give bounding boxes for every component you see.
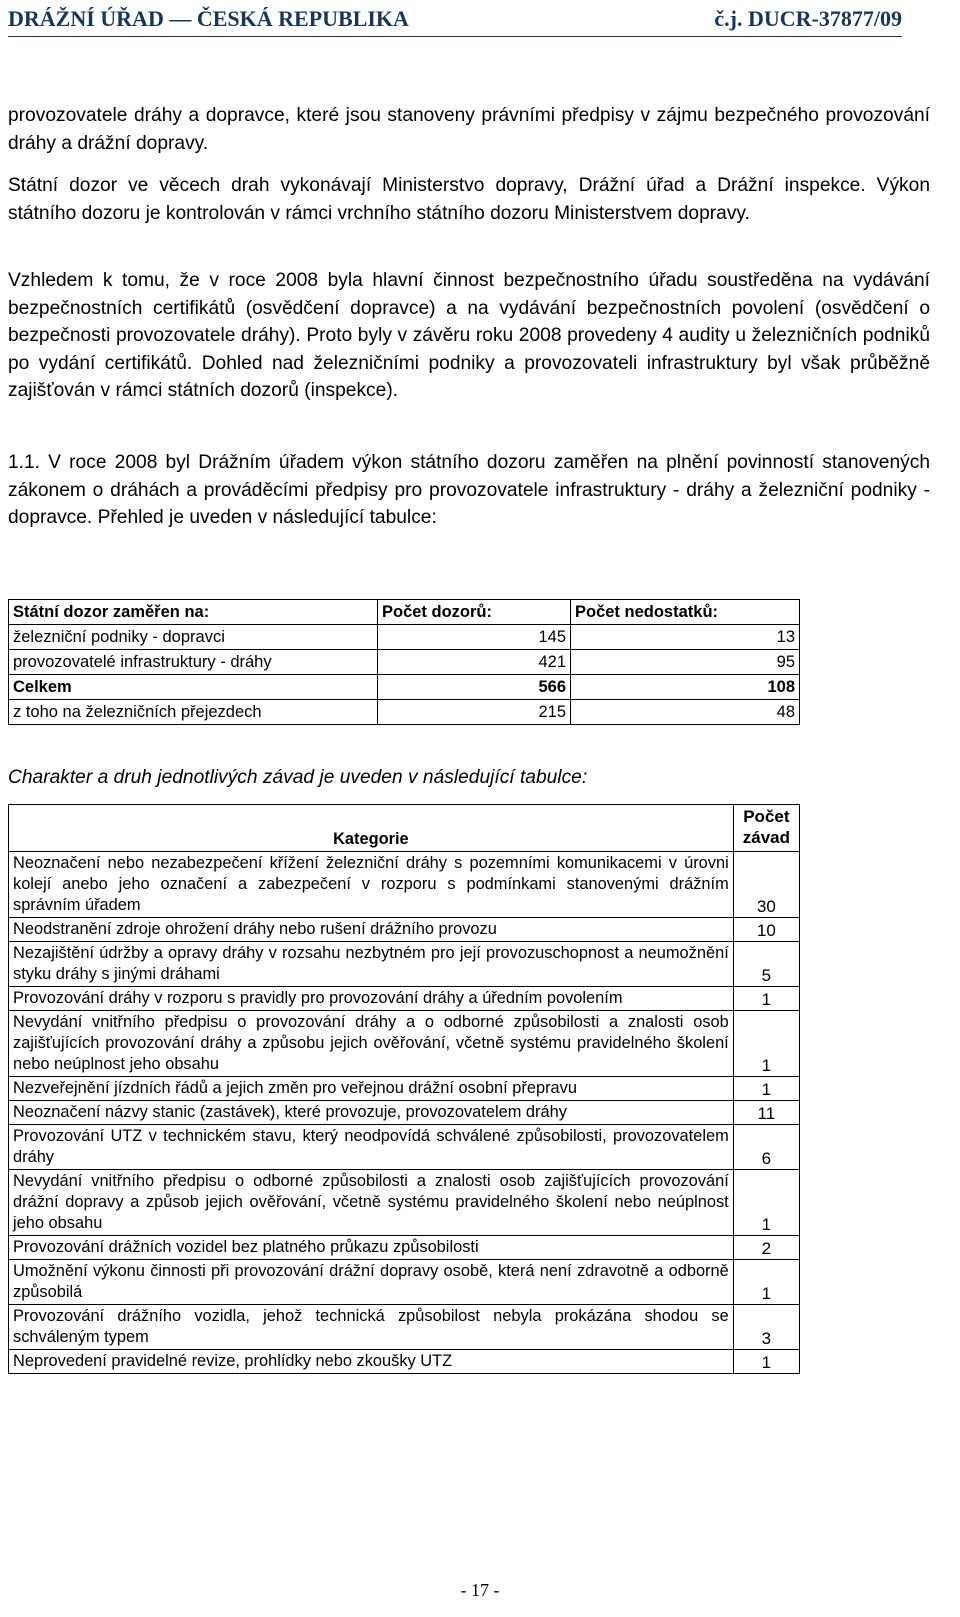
header-reference-number: č.j. DUCR-37877/09 (714, 6, 902, 31)
table-row (9, 1125, 800, 1170)
defect-count: 30 (733, 852, 799, 918)
paragraph-state-supervision: Státní dozor ve věcech drah vykonávají Ministerstvo dopravy, Drážní úřad a Drážní inspekce. Výkon státního dozoru je kontrolován v rámci vrchního státního dozoru Ministerstvem dopravy. (8, 175, 930, 224)
table-row (9, 942, 800, 987)
row-inspections: 566 (378, 675, 571, 700)
table-total-row (9, 675, 800, 700)
row-label: železniční podniky - dopravci (9, 625, 378, 650)
defects-table-caption: Charakter a druh jednotlivých závad je uveden v následující tabulce: (8, 767, 588, 788)
defect-category: Neoznačení názvy stanic (zastávek), které provozuje, provozovatelem dráhy (9, 1101, 734, 1125)
defect-category: Provozování dráhy v rozporu s pravidly pro provozování dráhy a úředním povolením (9, 987, 734, 1011)
defect-count: 1 (733, 1260, 799, 1305)
row-deficiencies: 13 (571, 625, 800, 650)
defect-count: 11 (733, 1101, 799, 1125)
row-inspections: 145 (378, 625, 571, 650)
table-row (9, 1170, 800, 1236)
table-row (9, 625, 800, 650)
defect-category: Nezveřejnění jízdních řádů a jejich změn pro veřejnou drážní osobní přepravu (9, 1077, 734, 1101)
defect-category: Provozování drážního vozidla, jehož technická způsobilost nebyla prokázána shodou se schváleným typem (9, 1305, 734, 1350)
supervision-summary-table (8, 599, 800, 725)
defect-count: 2 (733, 1236, 799, 1260)
defect-category: Umožnění výkonu činnosti při provozování drážní dopravy osobě, která není zdravotně a odborně způsobilá (9, 1260, 734, 1305)
page-header (8, 2, 902, 37)
header-category: Kategorie (9, 805, 734, 852)
row-inspections: 421 (378, 650, 571, 675)
defect-count: 5 (733, 942, 799, 987)
defect-category: Neodstranění zdroje ohrožení dráhy nebo rušení drážního provozu (9, 918, 734, 942)
defects-header-row (9, 805, 800, 852)
row-label: Celkem (9, 675, 378, 700)
table-row (9, 1260, 800, 1305)
defect-count: 1 (733, 1011, 799, 1077)
defect-category: Neprovedení pravidelné revize, prohlídky nebo zkoušky UTZ (9, 1350, 734, 1374)
table-row (9, 852, 800, 918)
header-cell-focus: Státní dozor zaměřen na: (9, 600, 378, 625)
defect-count: 1 (733, 1077, 799, 1101)
table-row (9, 1236, 800, 1260)
defect-count: 3 (733, 1305, 799, 1350)
paragraph-intro: provozovatele dráhy a dopravce, které jsou stanoveny právními předpisy v zájmu bezpečného provozování dráhy a drážní dopravy. (8, 105, 930, 154)
header-cell-deficiencies: Počet nedostatků: (571, 600, 800, 625)
table-row (9, 700, 800, 725)
defect-count: 1 (733, 987, 799, 1011)
defect-category: Nevydání vnitřního předpisu o provozování dráhy a o odborné způsobilosti a znalosti osob zajišťujících provozování dráhy a způsobu jejich ověřování, včetně systému pravidelného školení nebo neúplnost jeho obsahu (9, 1011, 734, 1077)
defect-count: 6 (733, 1125, 799, 1170)
defect-category: Provozování drážních vozidel bez platného průkazu způsobilosti (9, 1236, 734, 1260)
defect-count: 1 (733, 1170, 799, 1236)
defect-count: 10 (733, 918, 799, 942)
row-deficiencies: 48 (571, 700, 800, 725)
table-row (9, 1101, 800, 1125)
paragraph-section-1-1: 1.1. V roce 2008 byl Drážním úřadem výkon státního dozoru zaměřen na plnění povinností stanovených zákonem o dráhách a prováděcími předpisy pro provozovatele infrastruktury - dráhy a železniční podniky - dopravce. Přehled je uveden v následující tabulce: (8, 452, 930, 528)
defect-category: Nezajištění údržby a opravy dráhy v rozsahu nezbytném pro její provozuschopnost a neumožnění styku dráhy s jinými dráhami (9, 942, 734, 987)
table-row (9, 987, 800, 1011)
page-number: - 17 - (460, 1580, 500, 1600)
defect-category: Provozování UTZ v technickém stavu, který neodpovídá schválené způsobilosti, provozovatelem dráhy (9, 1125, 734, 1170)
table-header-row (9, 600, 800, 625)
defect-category: Nevydání vnitřního předpisu o odborné způsobilosti a znalosti osob zajišťujících provozování drážní dopravy a způsob jejich ověřování, včetně systému pravidelného školení nebo neúplnost jeho obsahu (9, 1170, 734, 1236)
defect-category: Neoznačení nebo nezabezpečení křížení železniční dráhy s pozemními komunikacemi v úrovni kolejí anebo jeho označení a zabezpečení v rozporu s podmínkami stanovenými drážním správním úřadem (9, 852, 734, 918)
paragraph-certificates: Vzhledem k tomu, že v roce 2008 byla hlavní činnost bezpečnostního úřadu soustředěna na vydávání bezpečnostních certifikátů (osvědčení dopravce) a na vydávání bezpečnostních povolení (osvědčení o bezpečnosti provozovatele dráhy). Proto byly v závěru roku 2008 provedeny 4 audity u železničních podniků po vydání certifikátů. Dohled nad železničními podniky a provozovateli infrastruktury byl však průběžně zajišťován v rámci státních dozorů (inspekce). (8, 270, 930, 401)
row-label: z toho na železničních přejezdech (9, 700, 378, 725)
defects-table (8, 804, 800, 1374)
defect-count: 1 (733, 1350, 799, 1374)
row-deficiencies: 95 (571, 650, 800, 675)
row-deficiencies: 108 (571, 675, 800, 700)
header-count: Počet závad (733, 805, 799, 852)
row-inspections: 215 (378, 700, 571, 725)
row-label: provozovatelé infrastruktury - dráhy (9, 650, 378, 675)
header-authority: DRÁŽNÍ ÚŘAD — ČESKÁ REPUBLIKA (8, 6, 409, 31)
table-row (9, 918, 800, 942)
table-row (9, 1077, 800, 1101)
table-row (9, 1011, 800, 1077)
table-row (9, 1350, 800, 1374)
table-row (9, 650, 800, 675)
header-cell-inspections: Počet dozorů: (378, 600, 571, 625)
table-row (9, 1305, 800, 1350)
